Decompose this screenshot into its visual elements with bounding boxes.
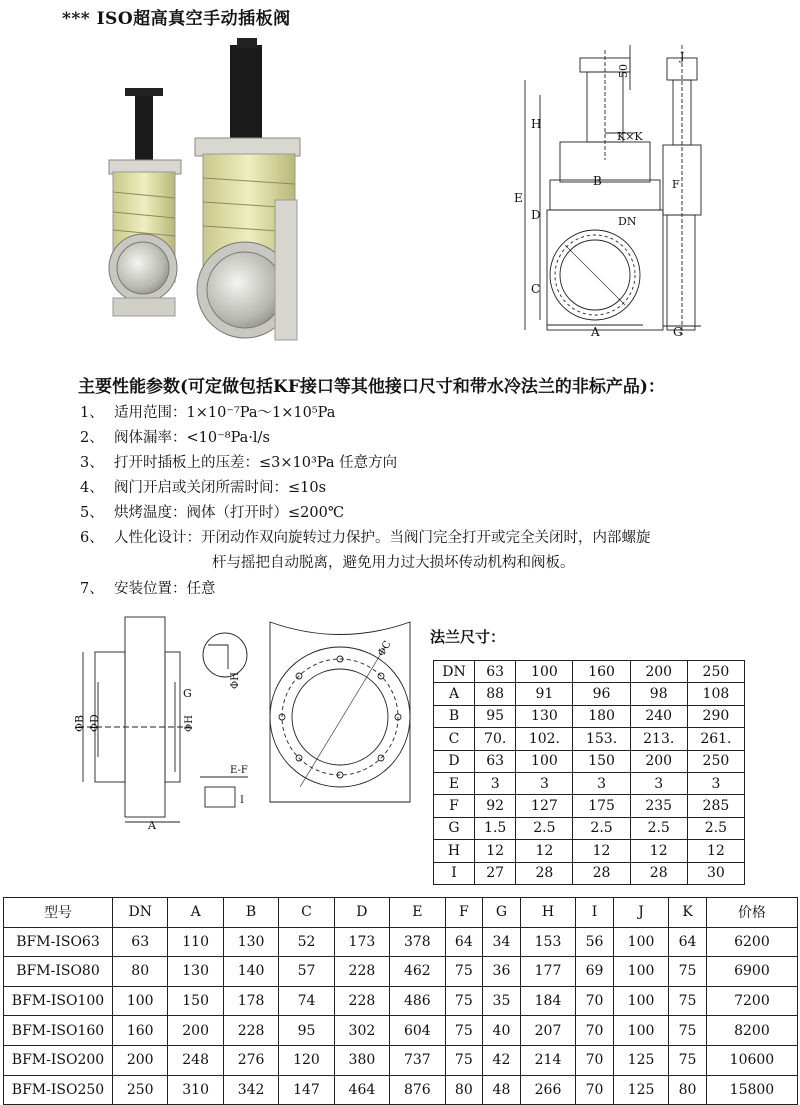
valve-product-photo xyxy=(95,30,325,355)
flange-side-drawing xyxy=(70,607,255,832)
table-cell: DN xyxy=(434,661,475,683)
param-item-continued: 杆与摇把自动脱离，避免用力过大损坏传动机构和阀板。 xyxy=(212,555,575,571)
table-row: BFM-ISO160 160 200 228 95 302 604 75 40 207 70 100 75 8200 xyxy=(4,1016,798,1046)
table-cell: 250 xyxy=(687,661,744,683)
table-row: BFM-ISO250 250 310 342 147 464 876 80 48 266 70 125 80 15800 xyxy=(4,1075,798,1105)
param-item: 1、 适用范围：1×10⁻⁷Pa～1×10⁵Pa xyxy=(80,405,336,421)
model-spec-table xyxy=(3,897,798,1105)
param-item: 3、 打开时插板上的压差：≤3×10³Pa 任意方向 xyxy=(80,455,398,471)
table-row: G 1.5 2.5 2.5 2.5 2.5 xyxy=(434,817,745,839)
table-cell: 160 xyxy=(573,661,630,683)
table-row: BFM-ISO200 200 248 276 120 380 737 75 42 214 70 125 75 10600 xyxy=(4,1045,798,1075)
dim-d-label: D xyxy=(531,208,541,222)
dim-kxk-label: K×K xyxy=(617,130,643,143)
param-item: 7、 安装位置：任意 xyxy=(80,581,216,597)
dim-a-label: A xyxy=(591,325,600,339)
param-item: 6、 人性化设计：开闭动作双向旋转过力保护。当阀门完全打开或完全关闭时，内部螺旋 xyxy=(80,530,651,546)
dim-g-label: G xyxy=(673,325,683,339)
dim-c-label: C xyxy=(531,282,541,296)
table-row: I 27 28 28 28 30 xyxy=(434,862,745,884)
table-row: A 88 91 96 98 108 xyxy=(434,683,745,705)
dim-b-label: B xyxy=(593,174,602,188)
flange-phih-top-label: ΦH xyxy=(230,672,241,689)
table-cell: 100 xyxy=(516,661,573,683)
table-cell: 63 xyxy=(475,661,516,683)
flange-phic-label: ΦC xyxy=(376,639,394,659)
table-header-row xyxy=(434,661,745,683)
table-header-row: 型号 DN A B C D E F G H I J K 价格 xyxy=(4,898,798,928)
flange-g-label: G xyxy=(183,687,192,700)
param-item: 2、 阀体漏率：<10⁻⁸Pa·l/s xyxy=(80,430,270,446)
flange-phid-label: ΦD xyxy=(88,714,101,732)
param-item: 4、 阀门开启或关闭所需时间：≤10s xyxy=(80,480,327,496)
params-heading: 主要性能参数(可定做包括KF接口等其他接口尺寸和带水冷法兰的非标产品)： xyxy=(78,377,665,397)
flange-phih-label: ΦH xyxy=(184,715,195,732)
dim-f-label: F xyxy=(672,178,680,191)
flange-ef-label: E-F xyxy=(230,765,248,776)
param-item: 5、 烘烤温度：阀体（打开时）≤200℃ xyxy=(80,505,345,521)
flange-face-drawing xyxy=(255,607,425,817)
svg-text:.: . xyxy=(502,27,503,28)
table-row: BFM-ISO100 100 150 178 74 228 486 75 35 184 70 100 75 7200 xyxy=(4,986,798,1016)
table-cell: 200 xyxy=(630,661,687,683)
page-title: *** ISO超高真空手动插板阀 xyxy=(62,9,291,29)
table-row: B 95 130 180 240 290 xyxy=(434,705,745,727)
table-row: C 70. 102. 153. 213. 261. xyxy=(434,728,745,750)
table-row: BFM-ISO63 63 110 130 52 173 378 64 34 153 56 100 64 6200 xyxy=(4,927,798,957)
flange-a-label: A xyxy=(148,819,156,832)
flange-i-label: I xyxy=(240,795,244,806)
dim-50-label: 50 xyxy=(617,64,630,78)
flange-size-table xyxy=(433,660,745,885)
table-row: F 92 127 175 235 285 xyxy=(434,795,745,817)
dim-j-label: J xyxy=(680,50,685,63)
table-row: BFM-ISO80 80 130 140 57 228 462 75 36 177 69 100 75 6900 xyxy=(4,957,798,987)
flange-size-title: 法兰尺寸： xyxy=(430,628,506,646)
dim-e-label: E xyxy=(514,191,523,205)
valve-dimension-drawing xyxy=(502,27,720,345)
dim-h-label: H xyxy=(531,117,542,131)
table-row: D 63 100 150 200 250 xyxy=(434,750,745,772)
table-row: H 12 12 12 12 12 xyxy=(434,840,745,862)
dim-dn-label: DN xyxy=(618,215,637,228)
table-row: E 3 3 3 3 3 xyxy=(434,772,745,794)
flange-phib-label: ΦB xyxy=(73,714,86,732)
